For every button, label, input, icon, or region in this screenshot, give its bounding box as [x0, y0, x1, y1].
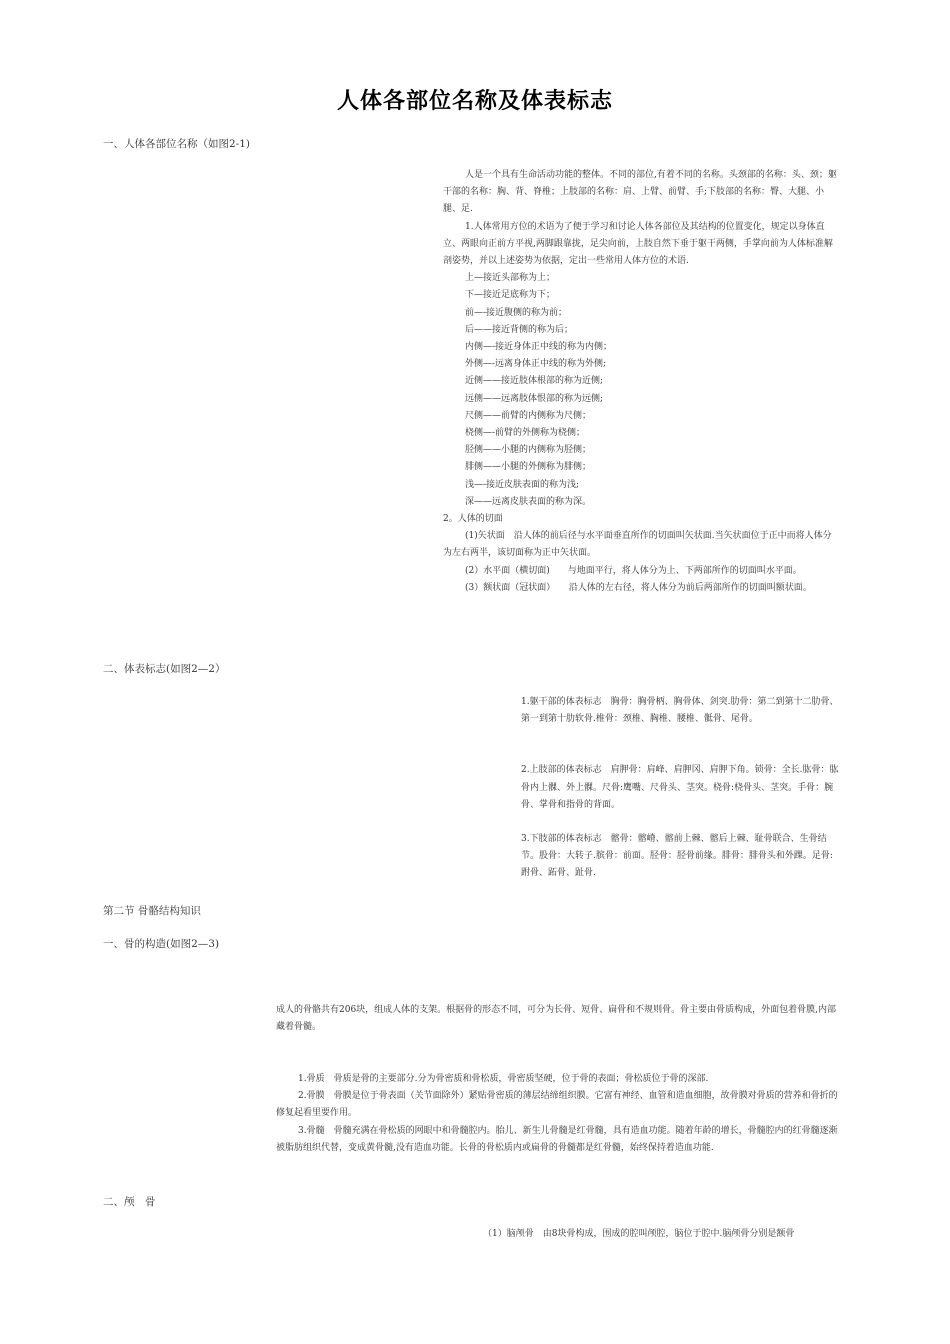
chapter-heading: 第二节 骨骼结构知识 — [103, 905, 201, 917]
paragraph: 1.骨质 骨质是骨的主要部分.分为骨密质和骨松质，骨密质坚硬，位于骨的表面；骨松质位于骨的深部. — [298, 1074, 709, 1084]
bone-structure-text — [276, 1071, 838, 1157]
list-item: 腓侧——小腿的外侧称为腓侧； — [465, 462, 592, 473]
surface-landmarks-text — [521, 694, 839, 883]
list-item: 远侧——远离肢体恨部的称为远侧; — [465, 393, 604, 404]
document-title: 人体各部位名称及体表标志 — [336, 89, 613, 114]
paragraph: 1.人体常用方位的术语为了便于学习和讨论人体各部位及其结构的位置变化，规定以身体直立、两眼向正前方平视,两脚跟靠拢，足尖向前，上肢自然下垂于躯干两侧，手掌向前为人体标准解剖姿势，并以上述姿势为依据，定出一些常用人体方位的术语. — [443, 221, 833, 267]
paragraph: 2.上肢部的体表标志 肩胛骨：肩峰、肩胛冈、肩胛下角。锁骨：全长.肱骨：肱骨内上髁、外上髁。尺骨:鹰嘴、尺骨头、茎突。桡骨:桡骨头、茎突。手骨：腕骨、掌骨和指骨的背面。 — [521, 765, 839, 810]
list-item: 桡侧—-前臂的外侧称为桡侧； — [465, 428, 586, 439]
list-item: 外侧—-远离身体正中线的称为外侧; — [465, 359, 607, 370]
paragraph: 1.躯干部的体表标志 胸骨：胸骨柄、胸骨体、剑突.肋骨：第二到第十二肋骨、第一到第十肋软骨.椎骨：颈椎、胸椎、腰椎、骶骨、尾骨。 — [521, 697, 839, 725]
paragraph: 人是一个具有生命活动功能的整体。不同的部位,有着不同的名称。头颈部的名称：头、颈；躯干部的名称：胸、背、脊椎；上肢部的名称：肩、上臂、前臂、手;下肢部的名称：臀、大腿、小腿、足. — [443, 170, 837, 215]
paragraph: （1）脑颅骨 由8块骨构成，围成的腔叫颅腔，脑位于腔中.脑颅骨分别是额骨 — [483, 1229, 795, 1239]
bone-structure-intro — [276, 1002, 838, 1036]
skull-text — [483, 1226, 843, 1243]
paragraph: (2）水平面（横切面) 与地面平行，将人体分为上、下两部所作的切面叫水平面。 — [465, 565, 802, 576]
list-item: 近侧——接近肢体根部的称为近侧; — [465, 376, 604, 387]
paragraph: 成人的骨骼共有206块，组成人体的支架。根据骨的形态不同，可分为长骨、短骨、扁骨和不规则骨。骨主要由骨质构成，外面包着骨膜,内部藏着骨髓。 — [276, 1005, 837, 1033]
paragraph: 3.下肢部的体表标志 髂骨：髂嵴、髂前上棘、髂后上棘、耻骨联合、生骨结节。股骨：大转子.膑骨：前面。胫骨：胫骨前缘。腓骨：腓骨头和外踝。足骨:跗骨、跖骨、趾骨. — [521, 834, 833, 879]
paragraph: (3）额状面（冠状面） 沿人体的左右径，将人体分为前后两部所作的切面叫额状面。 — [465, 582, 812, 593]
list-item: 后——接近背侧的称为后； — [465, 324, 574, 335]
subheading: 2。人体的切面 — [443, 514, 503, 525]
section-heading-surface-landmarks: 二、体表标志(如图2—2） — [103, 663, 226, 675]
list-item: 尺侧——前臂的内侧称为尺侧； — [465, 410, 592, 421]
list-item: 深——远离皮肤表面的称为深。 — [465, 496, 592, 507]
list-item: 前—-接近腹侧的称为前； — [465, 307, 568, 318]
paragraph: 3.骨髓 骨髓充满在骨松质的网眼中和骨髓腔内。胎儿、新生儿骨髓是红骨髓，具有造血功能。随着年龄的增长，骨髓腔内的红骨髓逐渐被脂肪组织代替，变成黄骨髓,没有造血功能。长骨的骨松质内或扁骨的骨髓都是红骨髓，始终保持着造血功能. — [276, 1125, 838, 1153]
list-item: 胫侧——小腿的内侧称为胫侧； — [465, 445, 592, 456]
section-heading-bone-structure: 一、骨的构造(如图2—3) — [103, 938, 220, 950]
section-heading-body-parts: 一、人体各部位名称（如图2-1) — [103, 138, 251, 150]
list-item: 浅—-接近皮肤表面的称为浅; — [465, 479, 580, 490]
list-item: 下—接近足底称为下； — [465, 290, 556, 301]
body-parts-text — [443, 167, 838, 597]
list-item: 上—接近头部称为上； — [465, 273, 556, 284]
section-heading-skull: 二、颅 骨 — [103, 1196, 156, 1208]
paragraph: 2.骨膜 骨膜是位于骨表面（关节面除外）紧贴骨密质的薄层结缔组织膜。它富有神经、血管和造血细胞，故骨膜对骨质的营养和骨折的修复起看里要作用。 — [276, 1091, 838, 1119]
paragraph: (1)矢状面 沿人体的前后径与水平面垂直所作的切面叫矢状面.当矢状面位于正中而将人体分为左右两半，该切面称为正中矢状面。 — [443, 531, 832, 559]
list-item: 内侧—-接近身体正中线的称为内侧； — [465, 342, 613, 353]
